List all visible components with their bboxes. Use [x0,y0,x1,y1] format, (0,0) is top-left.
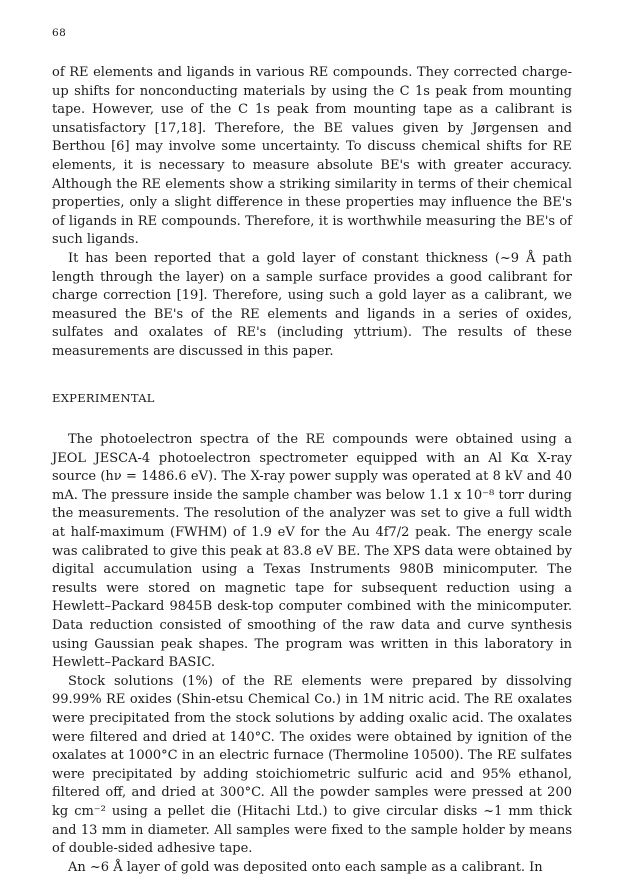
intro-paragraph-2: It has been reported that a gold layer of constant thickness (~9 Å path length through the layer) on a sample surface provides a good calibrant for charge correction [19]. Therefore, using such a gold layer as a calibrant, we measured the BE's of the RE elements and ligands in a series of oxides, sulfates and oxalates of RE's (including yttrium). The results of these measurements are discussed in this paper. [52,250,572,359]
page-number: 68 [52,27,67,39]
section-heading-experimental: EXPERIMENTAL [52,390,155,405]
intro-paragraph-1: of RE elements and ligands in various RE compounds. They corrected charge-up shifts for nonconducting materials by using the C 1s peak from mounting tape. However, use of the C 1s peak from mounting tape as a calibrant is unsatisfactory [17,18]. Therefore, the BE values given by Jørgensen and Berthou [6] may involve some uncertainty. To discuss chemical shifts for RE elements, it is necessary to measure absolute BE's with greater accuracy. Although the RE elements show a striking similarity in terms of their chemical properties, only a slight difference in these properties may influence the BE's of ligands in RE compounds. Therefore, it is worthwhile measuring the BE's of such ligands. [52,65,572,248]
body-text [52,64,572,877]
experimental-paragraph-2: Stock solutions (1%) of the RE elements were prepared by dissolving 99.99% RE oxides (Shin-etsu Chemical Co.) in 1M nitric acid. The RE oxalates were precipitated from the stock solutions by adding oxalic acid. The oxalates were filtered and dried at 140°C. The oxides were obtained by ignition of the oxalates at 1000°C in an electric furnace (Thermoline 10500). The RE sulfates were precipitated by adding stoichiometric sulfuric acid and 95% ethanol, filtered off, and dried at 300°C. All the powder samples were pressed at 200 kg cm⁻² using a pellet die (Hitachi Ltd.) to give circular disks ~1 mm thick and 13 mm in diameter. All samples were fixed to the sample holder by means of double-sided adhesive tape. [52,673,572,857]
experimental-paragraph-1: The photoelectron spectra of the RE compounds were obtained using a JEOL JESCA-4 photoelectron spectrometer equipped with an Al Kα X-ray source (hν = 1486.6 eV). The X-ray power supply was operated at 8 kV and 40 mA. The pressure inside the sample chamber was below 1.1 x 10⁻⁸ torr during the measurements. The resolution of the analyzer was set to give a full width at half-maximum (FWHM) of 1.9 eV for the Au 4f7/2 peak. The energy scale was calibrated to give this peak at 83.8 eV BE. The XPS data were obtained by digital accumulation using a Texas Instruments 980B minicomputer. The results were stored on magnetic tape for subsequent reduction using a Hewlett–Packard 9845B desk-top computer combined with the minicomputer. Data reduction consisted of smoothing of the raw data and curve synthesis using Gaussian peak shapes. The program was written in this laboratory in Hewlett–Packard BASIC. [52,432,572,671]
experimental-paragraph-3: An ~6 Å layer of gold was deposited onto each sample as a calibrant. In [68,859,543,875]
